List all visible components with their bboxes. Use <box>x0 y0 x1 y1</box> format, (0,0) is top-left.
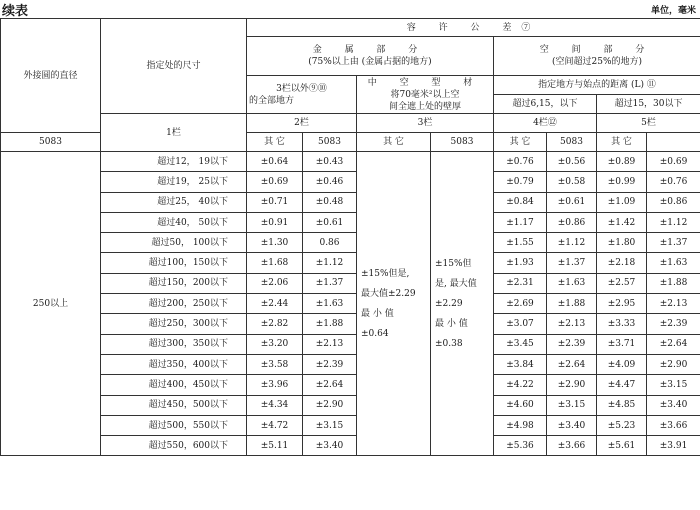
table-row <box>1 334 700 354</box>
col2-5083-cell: ±3.58 <box>247 354 303 374</box>
col4-5083-cell: ±0.84 <box>494 192 547 212</box>
col4-other-cell: ±3.40 <box>547 415 597 435</box>
table-row <box>1 375 700 395</box>
table-row <box>1 212 700 232</box>
col5-other-header: 其 它 <box>597 133 647 152</box>
col4-other-cell: ±0.58 <box>547 172 597 192</box>
col4-other-cell: ±2.39 <box>547 334 597 354</box>
col5-5083-cell: ±1.80 <box>597 233 647 253</box>
col4-other-header: 其 它 <box>494 133 547 152</box>
size-range-cell: 超过450，500以下 <box>101 395 247 415</box>
distance-header: 指定地方与始点的距离 (L) ⑪ <box>494 76 700 95</box>
col5-other-cell: ±1.37 <box>647 233 700 253</box>
hollow-other-cell: ±15%但 是, 最大值 ±2.29 最 小 值 ±0.38 <box>431 152 494 456</box>
table-row <box>1 172 700 192</box>
col2-other-header: 其 它 <box>247 133 303 152</box>
col2-other-cell: ±1.12 <box>303 253 357 273</box>
col4-5083-cell: ±3.07 <box>494 314 547 334</box>
table-row <box>1 294 700 314</box>
col5-other-cell: ±2.13 <box>647 294 700 314</box>
col2-5083-cell: ±0.71 <box>247 192 303 212</box>
col5-5083-cell: ±2.57 <box>597 273 647 293</box>
col2-other-cell: ±2.39 <box>303 354 357 374</box>
col4-other-cell: ±1.12 <box>547 233 597 253</box>
col5-5083-cell: ±4.85 <box>597 395 647 415</box>
col5-other-cell: ±2.90 <box>647 354 700 374</box>
col2-other-cell: ±3.15 <box>303 415 357 435</box>
size-range-cell: 超过350，400以下 <box>101 354 247 374</box>
unit-note: 单位，毫米 <box>650 6 696 16</box>
col2-5083-cell: ±2.82 <box>247 314 303 334</box>
table-row <box>1 415 700 435</box>
hollow-5083-cell: ±15%但是, 最大值±2.29 最 小 值 ±0.64 <box>357 152 431 456</box>
col2-other-cell: ±0.61 <box>303 212 357 232</box>
over-15-30-header: 超过15，30以下 <box>597 95 700 114</box>
tolerance-table <box>0 18 700 456</box>
size-range-cell: 超过25， 40以下 <box>101 192 247 212</box>
other-than-col3-header: 3栏以外⑨⑩ 的全部地方 <box>247 76 357 114</box>
col4-other-cell: ±3.66 <box>547 436 597 456</box>
col5-other-cell: ±2.64 <box>647 334 700 354</box>
col4-5083-cell: ±3.45 <box>494 334 547 354</box>
col2-5083-cell: ±1.30 <box>247 233 303 253</box>
col5-other-cell: ±3.91 <box>647 436 700 456</box>
col2-other-cell: ±1.63 <box>303 294 357 314</box>
col2-other-cell: 0.86 <box>303 233 357 253</box>
col5-5083-cell: ±5.23 <box>597 415 647 435</box>
table-row <box>1 395 700 415</box>
col2-label: 2栏 <box>247 114 357 133</box>
col5-5083-cell: ±4.09 <box>597 354 647 374</box>
table-row <box>1 314 700 334</box>
col5-5083-cell: ±5.61 <box>597 436 647 456</box>
col5-5083-cell: ±3.33 <box>597 314 647 334</box>
col5-5083-header: 5083 <box>547 133 597 152</box>
col4-other-cell: ±1.63 <box>547 273 597 293</box>
col2-5083-cell: ±5.11 <box>247 436 303 456</box>
col2-other-cell: ±1.37 <box>303 273 357 293</box>
col4-other-cell: ±2.90 <box>547 375 597 395</box>
size-range-cell: 超过19， 25以下 <box>101 172 247 192</box>
col4-5083-cell: ±2.31 <box>494 273 547 293</box>
col4-5083-cell: ±5.36 <box>494 436 547 456</box>
col3-other-header: 其 它 <box>357 133 431 152</box>
col5-5083-cell: ±1.09 <box>597 192 647 212</box>
table-row <box>1 273 700 293</box>
hollow-shape-header: 中 空 型 材 将70毫米²以上空 间全遮上处的壁厚 <box>357 76 494 114</box>
col4-5083-cell: ±4.98 <box>494 415 547 435</box>
col2-5083-cell: ±4.72 <box>247 415 303 435</box>
col5-other-cell: ±3.40 <box>647 395 700 415</box>
col5-other-cell: ±1.12 <box>647 212 700 232</box>
col3-label: 3栏 <box>357 114 494 133</box>
col1-label: 1栏 <box>101 114 247 152</box>
col2-5083-cell: ±2.06 <box>247 273 303 293</box>
col4-other-cell: ±1.88 <box>547 294 597 314</box>
col2-other-cell: ±0.48 <box>303 192 357 212</box>
col2-other-cell: ±1.88 <box>303 314 357 334</box>
size-range-cell: 超过200，250以下 <box>101 294 247 314</box>
col4-other-cell: ±2.64 <box>547 354 597 374</box>
col4-5083-cell: ±1.93 <box>494 253 547 273</box>
col2-5083-header: 5083 <box>1 133 101 152</box>
col2-5083-cell: ±1.68 <box>247 253 303 273</box>
col4-5083-cell: ±3.84 <box>494 354 547 374</box>
col2-5083-cell: ±2.44 <box>247 294 303 314</box>
table-row <box>1 354 700 374</box>
col5-other-cell: ±1.63 <box>647 253 700 273</box>
col4-5083-cell: ±1.55 <box>494 233 547 253</box>
diameter-header: 外接圆的直径 <box>1 19 101 133</box>
col4-5083-cell: ±1.17 <box>494 212 547 232</box>
col5-5083-cell: ±2.95 <box>597 294 647 314</box>
size-range-cell: 超过250，300以下 <box>101 314 247 334</box>
col4-5083-cell: ±4.22 <box>494 375 547 395</box>
col2-other-cell: ±2.13 <box>303 334 357 354</box>
col2-5083-cell: ±4.34 <box>247 395 303 415</box>
col5-5083-cell: ±0.89 <box>597 152 647 172</box>
col4-5083-cell: ±0.79 <box>494 172 547 192</box>
col5-other-cell: ±1.88 <box>647 273 700 293</box>
col5-5083-cell: ±2.18 <box>597 253 647 273</box>
col4-5083-cell: ±2.69 <box>494 294 547 314</box>
col2-other-cell: ±3.40 <box>303 436 357 456</box>
diameter-value: 250以上 <box>1 152 101 456</box>
col5-5083-cell: ±1.42 <box>597 212 647 232</box>
col4-label: 4栏⑫ <box>494 114 597 133</box>
metal-part-header: 金 属 部 分 (75%以上由 (金属占据的地方) <box>247 37 494 76</box>
col4-5083-cell: ±0.76 <box>494 152 547 172</box>
table-row <box>1 192 700 212</box>
size-range-cell: 超过150，200以下 <box>101 273 247 293</box>
size-range-cell: 超过12， 19以下 <box>101 152 247 172</box>
col2-5083-cell: ±3.20 <box>247 334 303 354</box>
col5-other-cell: ±0.69 <box>647 152 700 172</box>
col4-5083-header: 5083 <box>431 133 494 152</box>
col4-other-cell: ±1.37 <box>547 253 597 273</box>
size-range-cell: 超过300，350以下 <box>101 334 247 354</box>
size-range-cell: 超过400，450以下 <box>101 375 247 395</box>
col4-other-cell: ±0.56 <box>547 152 597 172</box>
col5-5083-cell: ±3.71 <box>597 334 647 354</box>
size-range-cell: 超过40， 50以下 <box>101 212 247 232</box>
size-header: 指定处的尺寸 <box>101 19 247 114</box>
col4-other-cell: ±0.86 <box>547 212 597 232</box>
size-range-cell: 超过50， 100以下 <box>101 233 247 253</box>
col2-5083-cell: ±0.91 <box>247 212 303 232</box>
col5-label: 5栏 <box>597 114 700 133</box>
col2-other-cell: ±0.46 <box>303 172 357 192</box>
col5-other-cell: ±2.39 <box>647 314 700 334</box>
page-header <box>0 0 700 18</box>
col4-other-cell: ±2.13 <box>547 314 597 334</box>
col4-5083-cell: ±4.60 <box>494 395 547 415</box>
col5-5083-cell: ±4.47 <box>597 375 647 395</box>
col4-other-cell: ±3.15 <box>547 395 597 415</box>
col5-5083-cell: ±0.99 <box>597 172 647 192</box>
col5-other-cell: ±3.66 <box>647 415 700 435</box>
tolerance-header: 容 许 公 差⑦ <box>247 19 700 37</box>
col2-5083-cell: ±3.96 <box>247 375 303 395</box>
size-range-cell: 超过100，150以下 <box>101 253 247 273</box>
col2-5083-cell: ±0.69 <box>247 172 303 192</box>
table-row <box>1 436 700 456</box>
col2-other-cell: ±2.90 <box>303 395 357 415</box>
size-range-cell: 超过500，550以下 <box>101 415 247 435</box>
col2-other-cell: ±0.43 <box>303 152 357 172</box>
col2-5083-cell: ±0.64 <box>247 152 303 172</box>
col4-other-cell: ±0.61 <box>547 192 597 212</box>
table-row <box>1 152 700 172</box>
col5-other-cell: ±3.15 <box>647 375 700 395</box>
table-row <box>1 233 700 253</box>
col5-other-cell: ±0.86 <box>647 192 700 212</box>
over-6-15-header: 超过6,15，以下 <box>494 95 597 114</box>
col5-other-cell: ±0.76 <box>647 172 700 192</box>
space-part-header: 空 间 部 分 (空间超过25%的地方) <box>494 37 700 76</box>
size-range-cell: 超过550，600以下 <box>101 436 247 456</box>
col3-5083-header: 5083 <box>303 133 357 152</box>
table-row <box>1 253 700 273</box>
col2-other-cell: ±2.64 <box>303 375 357 395</box>
continued-table-title: 续表 <box>2 4 29 19</box>
